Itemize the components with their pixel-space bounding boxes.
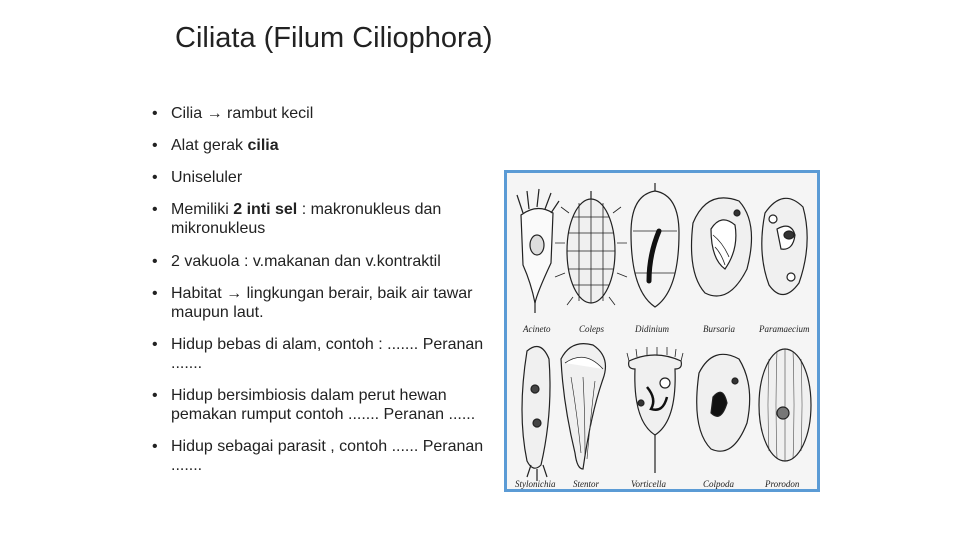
caption-stylonichia: Stylonichia [515,479,556,489]
prorodon-icon [759,349,811,461]
vorticella-icon [627,347,683,473]
ciliate-figure [504,170,820,492]
bullet-list [152,98,497,475]
bullet-item [152,136,497,155]
caption-stentor: Stentor [573,479,599,489]
didinium-icon [631,183,679,307]
bullet-item [152,386,497,424]
bullet-item [152,168,497,187]
stylonychia-icon [522,347,550,482]
bullet-item [152,252,497,271]
caption-vorticella: Vorticella [631,479,666,489]
bullet-text: Memiliki [171,201,234,218]
bullet-bold: cilia [247,137,279,154]
bullet-text: 2 vakuola : v.makanan dan v.kontraktil [171,253,441,270]
ciliate-illustrations [507,173,817,489]
bullet-text: Hidup bebas di alam, contoh : ....... Peranan ....... [171,336,484,372]
caption-prorodon: Prorodon [765,479,800,489]
bullet-item [152,437,497,475]
bullet-item [152,335,497,373]
colpoda-icon [697,354,750,451]
bullet-item [152,104,497,123]
bullet-text-end: : makronukleus dan mikronukleus [171,201,442,237]
bullet-text: Alat gerak [171,137,248,154]
bullet-bold: 2 inti sel [233,201,298,218]
caption-didinium: Didinium [635,324,670,334]
caption-bursaria: Bursaria [703,324,736,334]
paramecium-icon [762,198,807,294]
coleps-icon [555,191,627,305]
caption-coleps: Coleps [579,324,605,334]
bullet-text: Habitat → lingkungan berair, baik air tawar maupun laut. [171,285,473,321]
caption-acineto: Acineto [523,324,551,334]
bullet-text: Cilia → rambut kecil [171,105,314,122]
slide-title: Ciliata (Filum Ciliophora) [175,22,493,54]
bullet-text: Hidup bersimbiosis dalam perut hewan pemakan rumput contoh ....... Peranan ...... [171,387,476,423]
bullet-text: Hidup sebagai parasit , contoh ...... Peranan ....... [171,438,484,474]
caption-colpoda: Colpoda [703,479,735,489]
acineta-icon [517,189,559,313]
caption-paramaecium: Paramaecium [759,324,810,334]
bullet-item [152,200,497,238]
bullet-item [152,284,497,322]
stentor-icon [561,344,605,469]
bursaria-icon [692,198,752,296]
bullet-text: Uniseluler [171,169,243,186]
